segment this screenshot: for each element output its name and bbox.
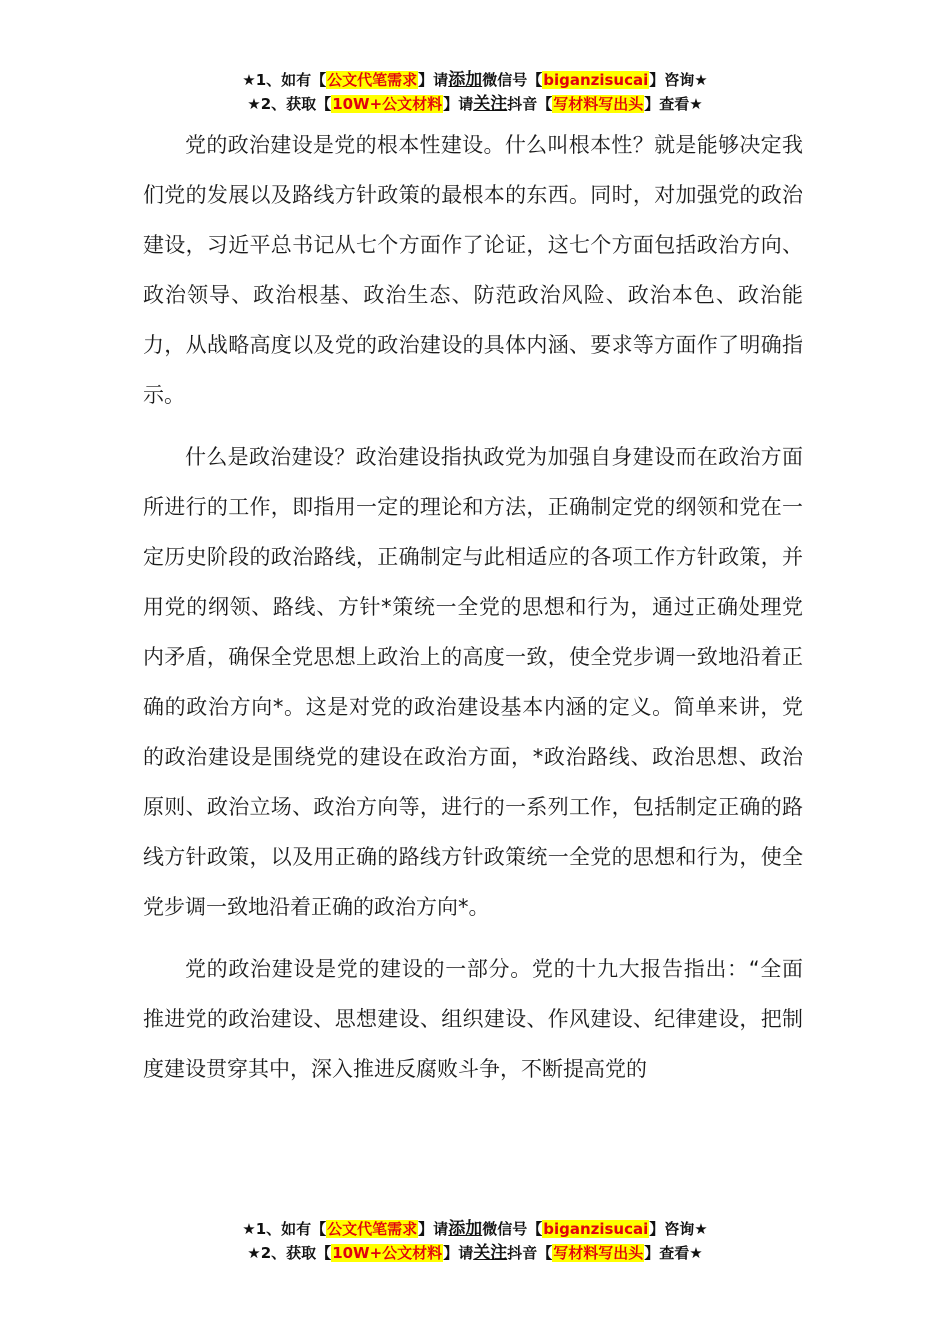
header-line-1: ★1、如有【公文代笔需求】请添加微信号【biganzisucai】咨询★ xyxy=(242,70,708,90)
article-body xyxy=(143,120,803,1106)
paragraph-3: 党的政治建设是党的建设的一部分。党的十九大报告指出：“全面推进党的政治建设、思想建设、组织建设、作风建设、纪律建设，把制度建设贯穿其中，深入推进反腐败斗争，不断提高党的 xyxy=(143,957,803,1081)
footer-banner xyxy=(0,1217,950,1265)
highlight-douyin-account: 写材料写出头 xyxy=(553,95,644,113)
star-icon: ★ xyxy=(247,95,261,113)
footer-line-1: ★1、如有【公文代笔需求】请添加微信号【biganzisucai】咨询★ xyxy=(242,1219,708,1239)
highlight-materials: 10W+公文材料 xyxy=(332,95,443,113)
emphasis-add: 添加 xyxy=(448,70,483,90)
highlight-wechat-id: biganzisucai xyxy=(543,71,649,89)
paragraph-1: 党的政治建设是党的根本性建设。什么叫根本性？就是能够决定我们党的发展以及路线方针政策的最根本的东西。同时，对加强党的政治建设，习近平总书记从七个方面作了论证，这七个方面包括政治方向、政治领导、政治根基、政治生态、防范政治风险、政治本色、政治能力，从战略高度以及党的政治建设的具体内涵、要求等方面作了明确指示。 xyxy=(143,133,803,407)
highlight-service: 公文代笔需求 xyxy=(327,1220,418,1238)
header-line-2: ★2、获取【10W+公文材料】请关注抖音【写材料写出头】查看★ xyxy=(247,94,703,114)
star-icon: ★ xyxy=(247,1244,261,1262)
emphasis-add: 添加 xyxy=(448,1219,483,1239)
star-icon: ★ xyxy=(242,1220,256,1238)
highlight-wechat-id: biganzisucai xyxy=(543,1220,649,1238)
emphasis-follow: 关注 xyxy=(473,94,508,114)
highlight-douyin-account: 写材料写出头 xyxy=(553,1244,644,1262)
star-icon: ★ xyxy=(242,71,256,89)
header-banner xyxy=(0,68,950,116)
highlight-materials: 10W+公文材料 xyxy=(332,1244,443,1262)
paragraph-2: 什么是政治建设？政治建设指执政党为加强自身建设而在政治方面所进行的工作，即指用一定的理论和方法，正确制定党的纲领和党在一定历史阶段的政治路线，正确制定与此相适应的各项工作方针政策，并用党的纲领、路线、方针*策统一全党的思想和行为，通过正确处理党内矛盾，确保全党思想上政治上的高度一致，使全党步调一致地沿着正确的政治方向*。这是对党的政治建设基本内涵的定义。简单来讲，党的政治建设是围绕党的建设在政治方面，*政治路线、政治思想、政治原则、政治立场、政治方向等，进行的一系列工作，包括制定正确的路线方针政策，以及用正确的路线方针政策统一全党的思想和行为，使全党步调一致地沿着正确的政治方向*。 xyxy=(143,445,803,919)
emphasis-follow: 关注 xyxy=(473,1243,508,1263)
highlight-service: 公文代笔需求 xyxy=(327,71,418,89)
footer-line-2: ★2、获取【10W+公文材料】请关注抖音【写材料写出头】查看★ xyxy=(247,1243,703,1263)
